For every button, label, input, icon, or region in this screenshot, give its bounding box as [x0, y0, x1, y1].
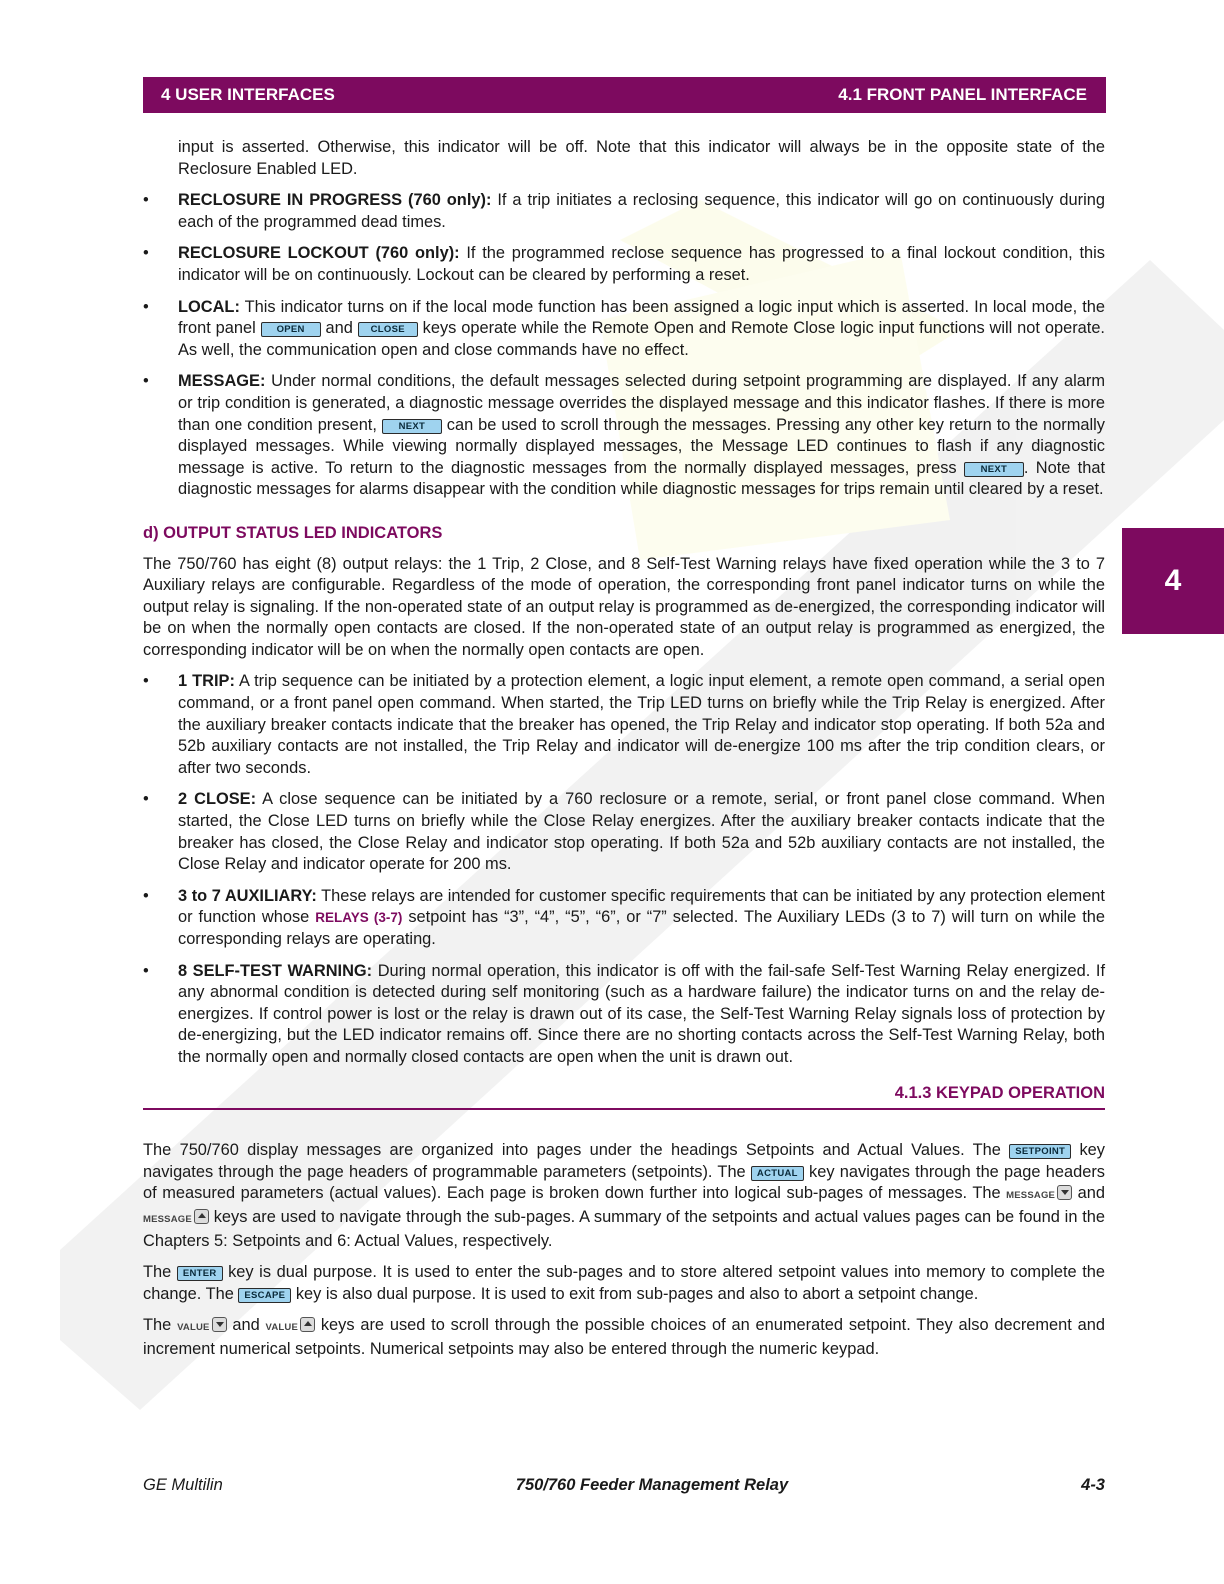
bullet-title: LOCAL:: [178, 297, 240, 316]
bullet-dot: •: [143, 191, 149, 210]
bullet-dot: •: [143, 672, 149, 691]
header-chapter-title: 4 USER INTERFACES: [161, 85, 335, 104]
up-arrow-icon: [300, 1317, 315, 1332]
bullet-dot: •: [143, 961, 149, 980]
bullet-text: . Note that diagnostic messages for alarms disappear with the condition while diagnostic messages for trips remain until cleared by a reset.: [178, 458, 1105, 499]
value-up-key: [266, 1315, 316, 1339]
close-key: CLOSE: [358, 322, 418, 337]
keypad-paragraph-3: [143, 1315, 1105, 1360]
next-key: NEXT: [382, 419, 442, 434]
header-section-title: 4.1 FRONT PANEL INTERFACE: [838, 85, 1087, 104]
bullet-reclosure-in-progress: [143, 190, 1105, 233]
paragraph-text: key is dual purpose. It is used to enter the sub-pages and to store altered setpoint values into memory to complete the change. The: [143, 1263, 1105, 1303]
enter-key: ENTER: [177, 1266, 223, 1281]
keypad-paragraph-2: [143, 1262, 1105, 1305]
paragraph-text: key navigates through the page headers of programmable parameters (setpoints). The: [143, 1141, 1105, 1181]
bullet-auxiliary: [143, 886, 1105, 951]
chapter-tab[interactable]: [1122, 528, 1224, 634]
page-header-bar: [143, 77, 1106, 113]
bullet-text: If the programmed reclose sequence has progressed to a final lockout condition, this indicator will be on continuously. Lockout can be cleared by performing a reset.: [178, 244, 1105, 284]
bullet-message: [143, 371, 1105, 501]
message-up-key-label: MESSAGE: [143, 1213, 192, 1225]
setpoint-key: SETPOINT: [1009, 1144, 1071, 1159]
bullet-text: During normal operation, this indicator is off with the fail-safe Self-Test Warning Relay energized. If any abnormal condition is detected during self monitoring (such as a hardware failure) the indicator turns on and the relay de-energizes. If control power is lost or the relay is drawn out of its case, the Self-Test Warning Relay signals loss of protection by de-energizing, but the LED indicator remains off. Since there are no shorting contacts across the Self-Test Warning Relay, both the normally open and normally closed contacts are open when the unit is drawn out.: [178, 961, 1105, 1066]
keypad-paragraph-1: [143, 1140, 1105, 1252]
bullet-title: MESSAGE:: [178, 372, 266, 391]
open-key: OPEN: [261, 322, 321, 337]
bullet-title: 2 CLOSE:: [178, 790, 257, 809]
paragraph-text: keys are used to navigate through the sub-pages. A summary of the setpoints and actual values pages can be found in the Chapters 5: Setpoints and 6: Actual Values, respectively.: [143, 1207, 1105, 1250]
bullet-close: [143, 789, 1105, 875]
bullet-dot: •: [143, 297, 149, 316]
bullet-title: 1 TRIP:: [178, 672, 235, 691]
keypad-operation-section-title: 4.1.3 KEYPAD OPERATION: [143, 1083, 1105, 1111]
relays-setpoint-reference: RELAYS (3-7): [315, 910, 403, 926]
paragraph-text: The 750/760 display messages are organized into pages under the headings Setpoints and Actual Values. The: [143, 1141, 1010, 1160]
bullet-text: and: [320, 319, 358, 338]
paragraph-text: The: [143, 1316, 178, 1335]
bullet-title: RECLOSURE IN PROGRESS (760 only):: [178, 191, 492, 210]
value-down-key: [177, 1315, 227, 1339]
escape-key: ESCAPE: [238, 1288, 291, 1303]
bullet-dot: •: [143, 790, 149, 809]
output-status-heading: d) OUTPUT STATUS LED INDICATORS: [143, 523, 443, 542]
bullet-text: This indicator turns on if the local mode function has been assigned a logic input which is asserted. In local mode, the front panel: [178, 297, 1105, 338]
footer-company: GE Multilin: [143, 1476, 223, 1494]
message-down-key: [1006, 1183, 1072, 1207]
bullet-text: A trip sequence can be initiated by a protection element, a logic input element, a remote open command, a serial open command, or a front panel open command. When started, the Trip LED turns on briefly while the Trip Relay is energized. After the auxiliary breaker contacts indicate that the breaker has opened, the Trip Relay and indicator stop operating. If both 52a and 52b auxiliary contacts are not installed, the Trip Relay and indicator will de-energize 100 ms after the trip condition clears, or after two seconds.: [178, 672, 1105, 777]
intro-continuation: input is asserted. Otherwise, this indicator will be off. Note that this indicator will always be in the opposite state of the Reclosure Enabled LED.: [178, 138, 1105, 178]
bullet-text: can be used to scroll through the messages. Pressing any other key return to the normally displayed messages. While viewing normally displayed messages, the Message LED continues to flash if any diagnostic message is active. To return to the diagnostic messages from the normally displayed messages, press: [178, 415, 1105, 477]
bullet-text: These relays are intended for customer specific requirements that can be initiated by any protection element or function whose: [178, 886, 1105, 927]
actual-key: ACTUAL: [751, 1166, 804, 1181]
message-up-key: [143, 1207, 209, 1231]
value-down-key-label: VALUE: [177, 1322, 210, 1334]
bullet-title: 3 to 7 AUXILIARY:: [178, 886, 317, 905]
footer-page-number: 4-3: [1081, 1476, 1105, 1494]
bullet-text: Under normal conditions, the default messages selected during setpoint programming are displayed. If any alarm or trip condition is generated, a diagnostic message overrides the displayed message and this indicator flashes. If there is more than one condition present,: [178, 372, 1105, 434]
page-footer: [143, 1476, 1105, 1495]
bullet-text: setpoint has “3”, “4”, “5”, “6”, or “7” selected. The Auxiliary LEDs (3 to 7) will turn on while the corresponding relays are operating.: [178, 908, 1105, 948]
bullet-text: keys operate while the Remote Open and Remote Close logic input functions will not operate. As well, the communication open and close commands have no effect.: [178, 319, 1105, 359]
paragraph-text: and: [226, 1316, 266, 1335]
down-arrow-icon: [212, 1317, 227, 1332]
bullet-reclosure-lockout: [143, 243, 1105, 286]
chapter-tab-number: 4: [1164, 564, 1182, 597]
message-down-key-label: MESSAGE: [1006, 1190, 1056, 1202]
down-arrow-icon: [1057, 1185, 1072, 1200]
value-up-key-label: VALUE: [265, 1322, 299, 1334]
bullet-dot: •: [143, 372, 149, 391]
output-status-paragraph: The 750/760 has eight (8) output relays: the 1 Trip, 2 Close, and 8 Self-Test Warning relays have fixed operation while the 3 to 7 Auxiliary relays are configurable. Regardless of the mode of operation, the corresponding front panel indicator turns on while the output relay is signaling. If the non-operated state of an output relay is programmed as de-energized, the corresponding indicator will be on when the normally open contacts are closed. If the non-operated state of an output relay is programmed as energized, the corresponding indicator will be on when the normally open contacts are open.: [143, 554, 1105, 659]
bullet-dot: •: [143, 244, 149, 263]
paragraph-text: key navigates through the page headers of measured parameters (actual values). Each page is broken down further into logical sub-pages of messages. The: [143, 1162, 1105, 1203]
bullet-self-test-warning: [143, 961, 1105, 1069]
footer-product-title: 750/760 Feeder Management Relay: [515, 1476, 789, 1494]
up-arrow-icon: [194, 1209, 209, 1224]
bullet-local: [143, 297, 1105, 362]
paragraph-text: key is also dual purpose. It is used to exit from sub-pages and also to abort a setpoint change.: [291, 1284, 979, 1303]
next-key: NEXT: [964, 462, 1024, 477]
page-body: [143, 137, 1105, 1371]
bullet-dot: •: [143, 886, 149, 905]
bullet-trip: [143, 671, 1105, 779]
bullet-text: If a trip initiates a reclosing sequence, this indicator will go on continuously during each of the programmed dead times.: [178, 191, 1105, 231]
paragraph-text: The: [143, 1263, 177, 1282]
paragraph-text: and: [1072, 1184, 1105, 1203]
bullet-title: RECLOSURE LOCKOUT (760 only):: [178, 244, 460, 263]
paragraph-text: keys are used to scroll through the possible choices of an enumerated setpoint. They also decrement and increment numerical setpoints. Numerical setpoints may also be entered through the numeric keypad.: [143, 1316, 1105, 1358]
bullet-title: 8 SELF-TEST WARNING:: [178, 961, 373, 980]
bullet-text: A close sequence can be initiated by a 760 reclosure or a remote, serial, or front panel close command. When started, the Close LED turns on briefly while the Close Relay energizes. After the auxiliary breaker contacts indicate that the breaker has closed, the Close Relay and indicator stop operating. If both 52a and 52b auxiliary contacts are not installed, the Close Relay and indicator operate for 200 ms.: [178, 790, 1105, 874]
